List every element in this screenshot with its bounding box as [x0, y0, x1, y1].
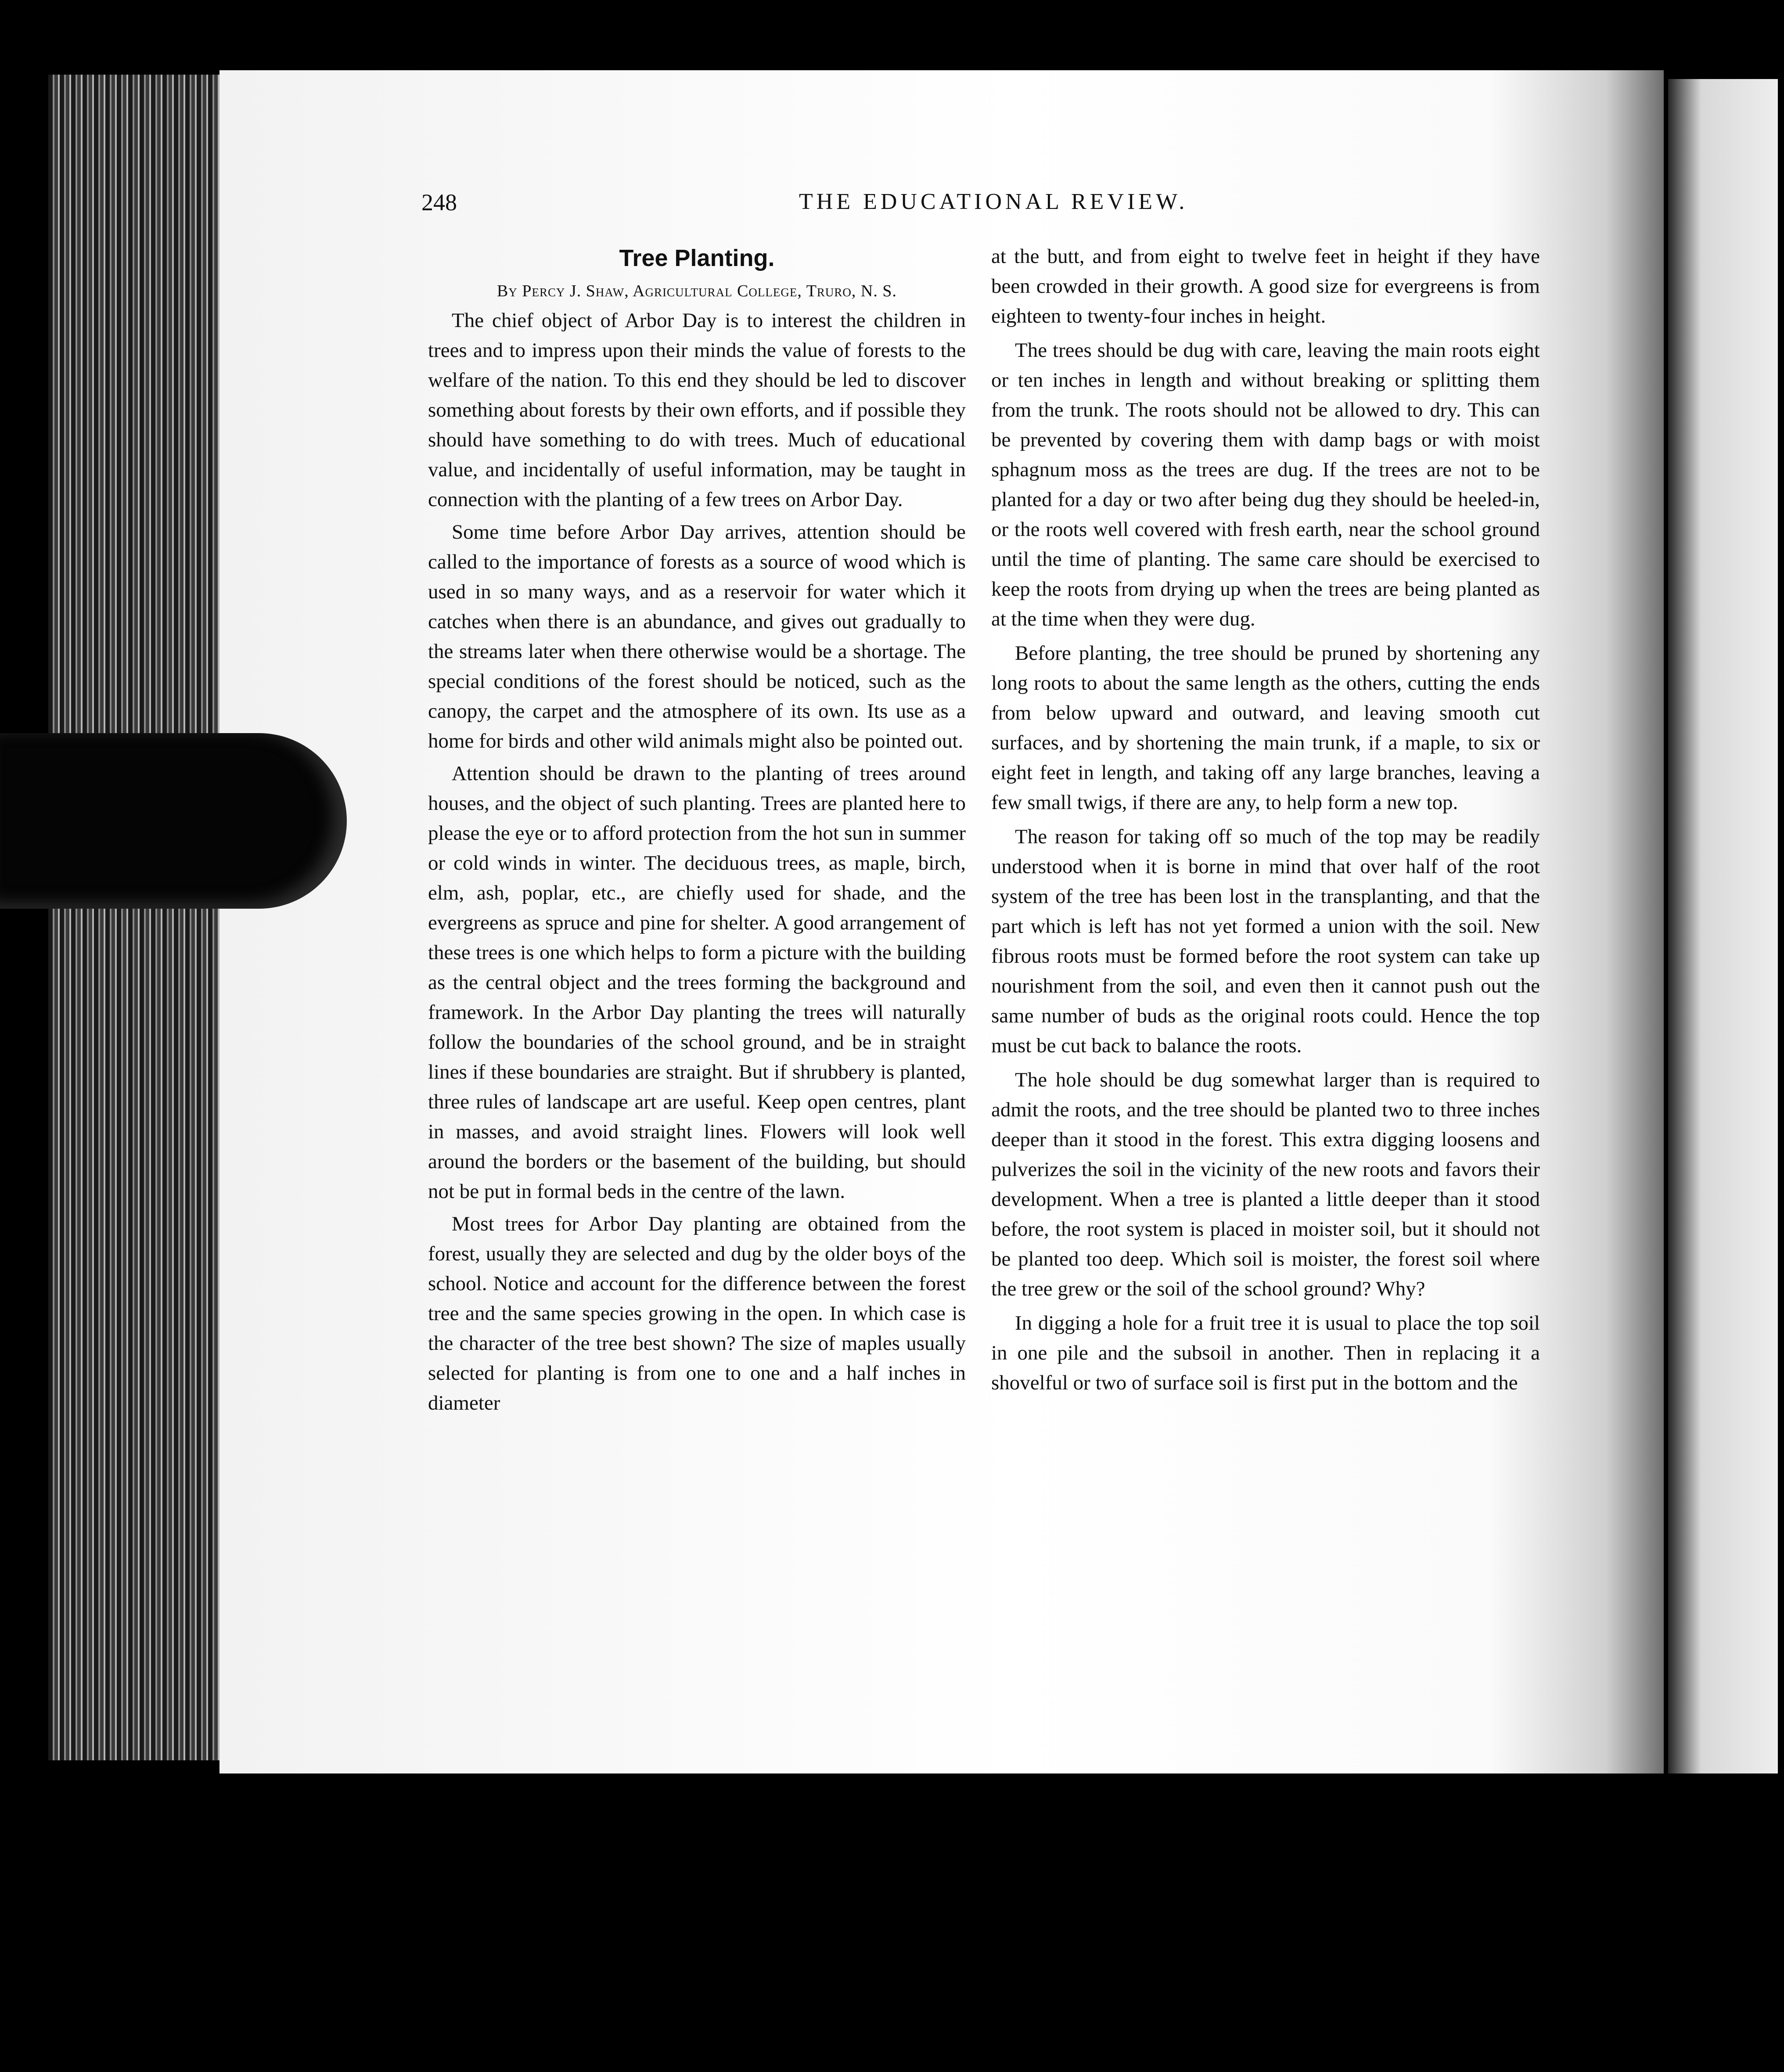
paragraph: The chief object of Arbor Day is to interest the children in trees and to impress upon their minds the value of forests to the welfare of the nation. To this end they should be led to discover something about forests by their own efforts, and if possible they should have something to do with trees. Much of educational value, and incidentally of useful information, may be taught in connection with the planting of a few trees on Arbor Day. — [428, 309, 966, 511]
left-column — [428, 241, 966, 1421]
paragraph: The trees should be dug with care, leaving the main roots eight or ten inches in length and without breaking or splitting them from the trunk. The roots should not be allowed to dry. This can be prevented by covering them with damp bags or with moist sphagnum moss as the trees are dug. If the trees are not to be planted for a day or two after being dug they should be heeled-in, or the roots well covered with fresh earth, near the school ground until the time of planting. The same care should be exercised to keep the roots from drying up when the trees are being planted as at the time when they were dug. — [991, 339, 1540, 630]
right-column — [991, 241, 1540, 1402]
article-byline: By Percy J. Shaw, Agricultural College, Truro, N. S. — [496, 282, 897, 300]
book-page-edges — [48, 75, 219, 1760]
facing-page-edge — [1668, 79, 1778, 1773]
page-number: 248 — [421, 189, 457, 216]
running-head — [421, 189, 1545, 219]
article-title: Tree Planting. — [619, 245, 775, 271]
paragraph: Attention should be drawn to the planting of trees around houses, and the object of such planting. Trees are planted here to please the eye or to afford protection from the hot sun in summer or cold winds in winter. The deciduous trees, as maple, birch, elm, ash, poplar, etc., are chiefly used for shade, and the evergreens as spruce and pine for shelter. A good arrangement of these trees is one which helps to form a picture with the building as the central object and the trees forming the background and framework. In the Arbor Day planting the trees will naturally follow the boundaries of the school ground, and be in straight lines if these boundaries are straight. But if shrubbery is planted, three rules of landscape art are useful. Keep open centres, plant in masses, and avoid straight lines. Flowers will look well around the borders or the basement of the building, but should not be put in formal beds in the centre of the lawn. — [428, 762, 966, 1203]
paragraph: The reason for taking off so much of the top may be readily understood when it is borne in mind that over half of the root system of the tree has been lost in the transplanting, and that the part which is left has not yet formed a union with the soil. New fibrous roots must be formed before the root system can take up nourishment from the soil, and even then it cannot push out the same number of buds as the original roots could. Hence the top must be cut back to balance the roots. — [991, 825, 1540, 1057]
paragraph: Before planting, the tree should be pruned by shortening any long roots to about the same length as the others, cutting the ends from below upward and outward, and leaving smooth cut surfaces, and by shortening the main trunk, if a maple, to six or eight feet in length, and taking off any large branches, leaving a few small twigs, if there are any, to help form a new top. — [991, 642, 1540, 814]
paragraph: The hole should be dug somewhat larger than is required to admit the roots, and the tree should be planted two to three inches deeper than it stood in the forest. This extra digging loosens and pulverizes the soil in the vicinity of the new roots and favors their development. When a tree is planted a little deeper than it stood before, the root system is placed in moister soil, but it should not be planted too deep. Which soil is moister, the forest soil where the tree grew or the soil of the school ground? Why? — [991, 1068, 1540, 1300]
journal-title: THE EDUCATIONAL REVIEW. — [799, 189, 1188, 214]
paragraph: In digging a hole for a fruit tree it is usual to place the top soil in one pile and the subsoil in another. Then in replacing it a shovelful or two of surface soil is first put in the bottom and the — [991, 1312, 1540, 1394]
thumb-holding-page — [0, 733, 347, 909]
paragraph-continuation: at the butt, and from eight to twelve feet in height if they have been crowded in their growth. A good size for evergreens is from eighteen to twenty-four inches in height. — [991, 245, 1540, 327]
paragraph: Most trees for Arbor Day planting are obtained from the forest, usually they are selected and dug by the older boys of the school. Notice and account for the difference between the forest tree and the same species growing in the open. In which case is the character of the tree best shown? The size of maples usually selected for planting is from one to one and a half inches in diameter — [428, 1212, 966, 1414]
paragraph: Some time before Arbor Day arrives, attention should be called to the importance of forests as a source of wood which is used in so many ways, and as a reservoir for water which it catches when there is an abundance, and gives out gradually to the streams later when there otherwise would be a shortage. The special conditions of the forest should be noticed, such as the canopy, the carpet and the atmosphere of its own. Its use as a home for birds and other wild animals might also be pointed out. — [428, 521, 966, 752]
